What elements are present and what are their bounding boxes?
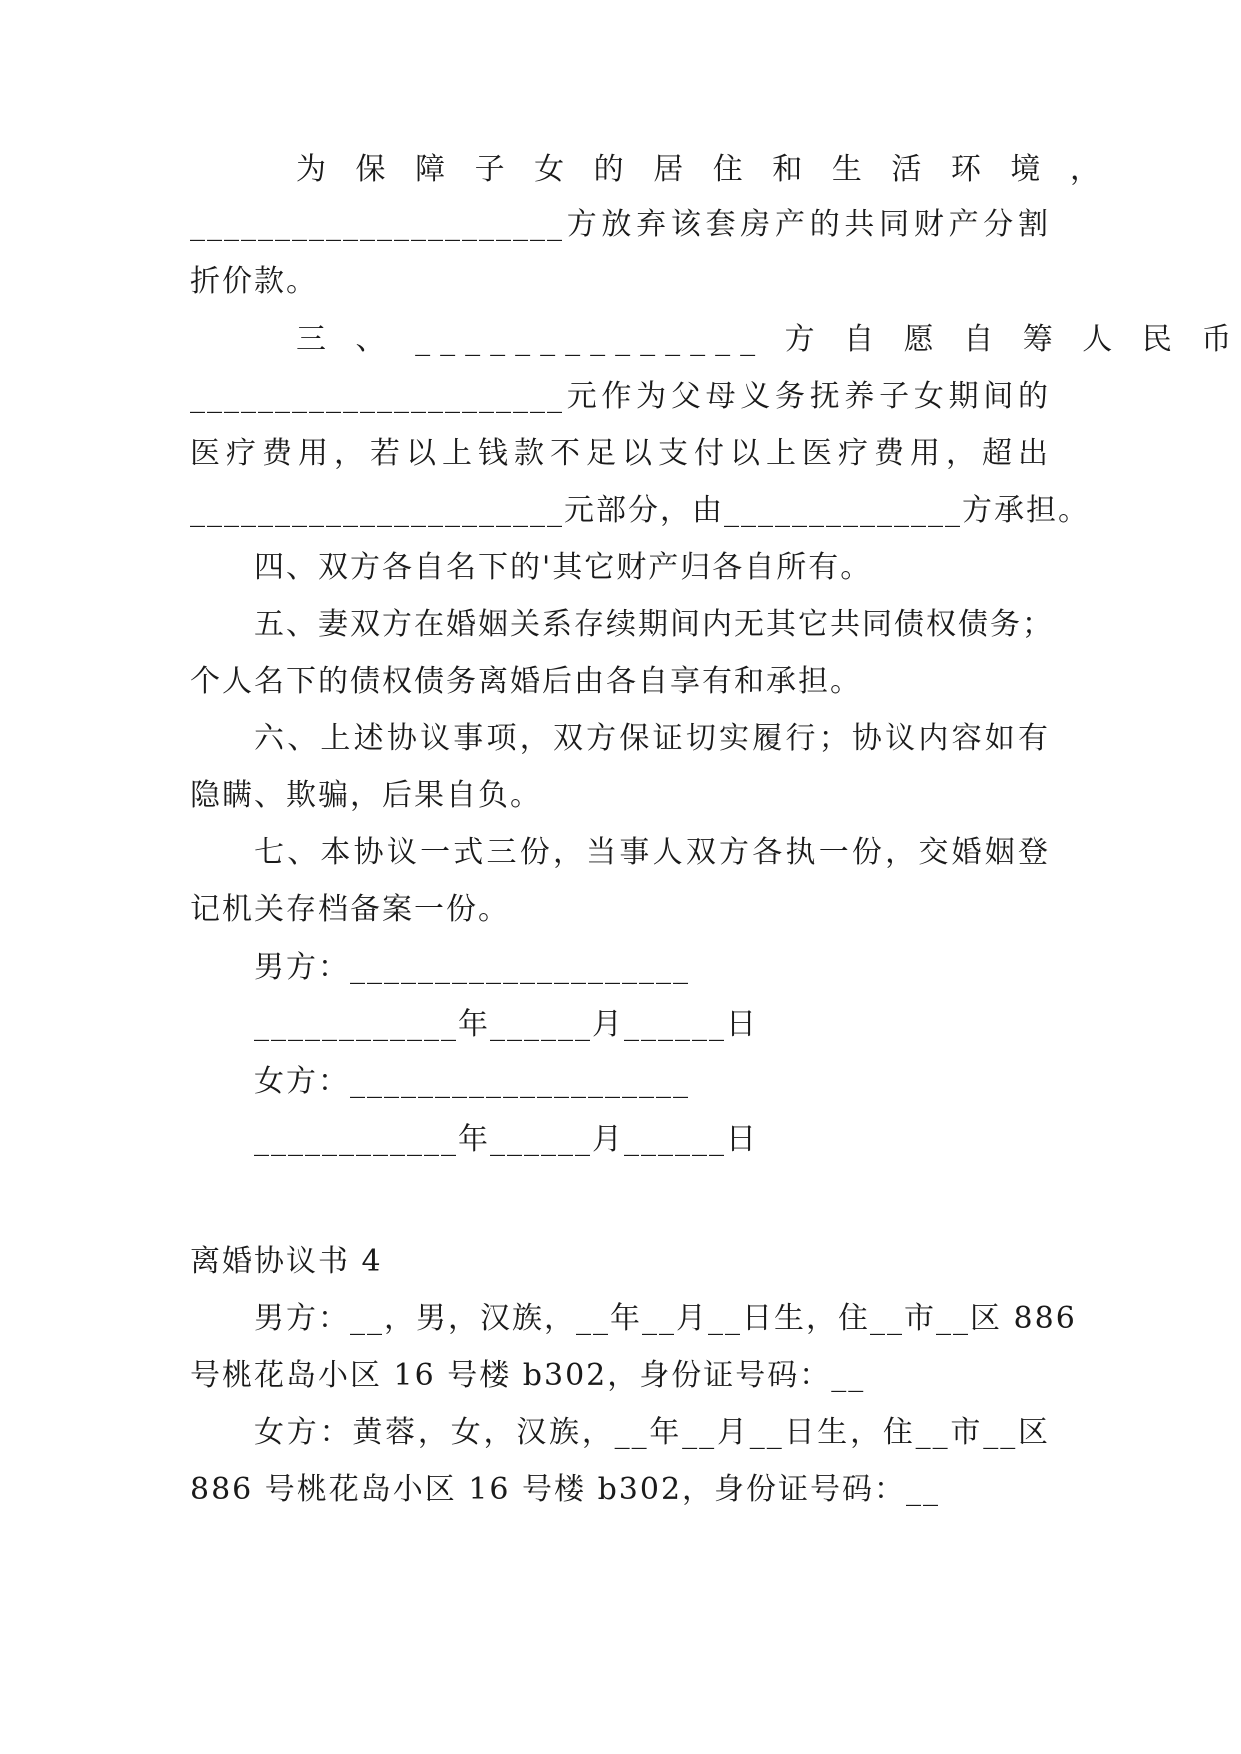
paragraph-line: ______________________方放弃该套房产的共同财产分割: [190, 207, 1050, 242]
paragraph-line: 为 保 障 子 女 的 居 住 和 生 活 环 境 ，: [296, 152, 1110, 187]
female-signature-line: 女方：____________________: [254, 1064, 690, 1099]
clause-6-line: 隐瞒、欺骗，后果自负。: [190, 778, 542, 813]
clause-4: 四、双方各自名下的'其它财产归各自所有。: [254, 550, 873, 585]
female-party-line: 886 号桃花岛小区 16 号楼 b302，身份证号码：__: [190, 1472, 941, 1507]
paragraph-line: 折价款。: [190, 264, 318, 299]
clause-3-line: ______________________元部分，由______________方承担。: [190, 493, 1090, 528]
clause-6-line: 六、上述协议事项，双方保证切实履行；协议内容如有: [254, 721, 1050, 756]
clause-3-line: 三 、 ______________ 方 自 愿 自 筹 人 民 币: [296, 322, 1241, 357]
male-party-line: 男方：__，男，汉族，__年__月__日生，住__市__区 886: [254, 1301, 1077, 1336]
clause-5-line: 五、妻双方在婚姻关系存续期间内无其它共同债权债务；: [254, 607, 1054, 642]
agreement-4-title: 离婚协议书 4: [190, 1244, 383, 1279]
clause-5-line: 个人名下的债权债务离婚后由各自享有和承担。: [190, 664, 862, 699]
male-party-line: 号桃花岛小区 16 号楼 b302，身份证号码：__: [190, 1358, 866, 1393]
clause-3-line: ______________________元作为父母义务抚养子女期间的: [190, 379, 1050, 414]
clause-3-line: 医疗费用，若以上钱款不足以支付以上医疗费用，超出: [190, 436, 1050, 471]
clause-7-line: 记机关存档备案一份。: [190, 892, 510, 927]
female-party-line: 女方：黄蓉，女，汉族，__年__月__日生，住__市__区: [254, 1415, 1050, 1450]
male-date-line: ____________年______月______日: [254, 1007, 758, 1042]
clause-7-line: 七、本协议一式三份，当事人双方各执一份，交婚姻登: [254, 835, 1050, 870]
male-signature-line: 男方：____________________: [254, 950, 690, 985]
female-date-line: ____________年______月______日: [254, 1122, 758, 1157]
